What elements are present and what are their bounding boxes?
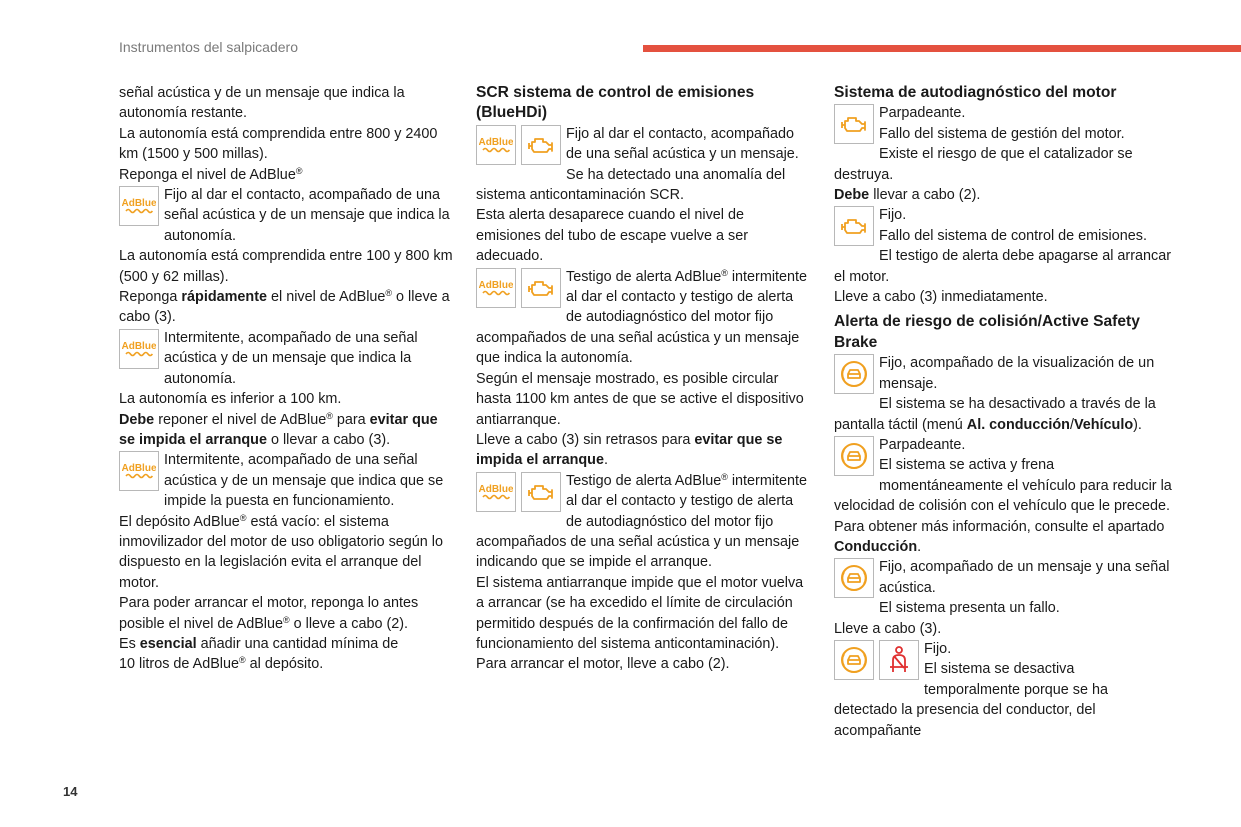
paragraph: Lleve a cabo (3).: [834, 620, 942, 637]
adblue-icon: [476, 268, 516, 308]
paragraph: La autonomía es inferior a 100 km.: [119, 391, 342, 408]
engine-warning-icon: [834, 206, 874, 246]
paragraph: Debe llevar a cabo (2).: [834, 187, 981, 204]
section-heading: SCR sistema de control de emisiones (BlueHDi): [476, 84, 755, 122]
engine-warning-icon: [521, 125, 561, 165]
svg-text:AdBlue: AdBlue: [122, 340, 156, 352]
indicator-description: Fijo, acompañado de un mensaje y una señal acústica.: [879, 559, 1170, 596]
adblue-icon: [119, 329, 159, 369]
indicator-description: Intermitente, acompañado de una señal acústica y de un mensaje que indica la autonomía.: [164, 329, 418, 387]
paragraph: Para arrancar el motor, lleve a cabo (2).: [476, 656, 730, 673]
paragraph: Existe el riesgo de que el catalizador se destruya.: [834, 146, 1133, 183]
adblue-icon: [476, 125, 516, 165]
indicator-description: Testigo de alerta AdBlue® intermitente al dar el contacto y testigo de alerta de autodiagnóstico del motor fijo acompañados de una señal acústica y un mensaje indicando que se impide el arranque.: [476, 471, 808, 571]
paragraph: El depósito AdBlue® está vacío: el sistema inmovilizador del motor de uso obligatorio según lo dispuesto en la legislación evita el arranque del motor.: [119, 512, 443, 591]
engine-warning-icon: [834, 104, 874, 144]
paragraph: Reponga rápidamente el nivel de AdBlue® o lleve a cabo (3).: [119, 288, 450, 326]
paragraph: Reponga el nivel de AdBlue®: [119, 165, 303, 183]
indicator-description: Fijo, acompañado de la visualización de un mensaje.: [879, 355, 1155, 392]
adblue-icon: [476, 472, 516, 512]
paragraph: Se ha detectado una anomalía del sistema anticontaminación SCR.: [476, 166, 786, 204]
paragraph: El sistema se ha desactivado a través de la pantalla táctil (menú Al. conducción/Vehículo).: [834, 396, 1156, 433]
section-heading: Alerta de riesgo de colisión/Active Safety Brake: [834, 313, 1140, 351]
paragraph: Lleve a cabo (3) sin retrasos para evitar que se impida el arranque.: [476, 431, 783, 469]
paragraph: Según el mensaje mostrado, es posible circular hasta 1100 km antes de que se active el dispositivo antiarranque.: [476, 370, 804, 428]
svg-text:AdBlue: AdBlue: [479, 279, 513, 291]
paragraph: Esta alerta desaparece cuando el nivel de emisiones del tubo de escape vuelve a ser adecuado.: [476, 207, 748, 265]
header-title: Instrumentos del salpicadero: [119, 39, 298, 55]
indicator-description: Testigo de alerta AdBlue® intermitente al dar el contacto y testigo de alerta de autodiagnóstico del motor fijo acompañados de una señal acústica y un mensaje que indica la autonomía.: [476, 267, 808, 367]
adblue-icon: [119, 186, 159, 226]
paragraph: El sistema antiarranque impide que el motor vuelva a arrancar (se ha excedido el límite de circulación permitido después de la confirmación del fallo de funcionamiento del sistema anticontaminación).: [476, 574, 804, 652]
paragraph: Para obtener más información, consulte el apartado Conducción.: [834, 518, 1165, 555]
collision-alert-icon: [834, 640, 874, 680]
column-3: [834, 83, 1174, 741]
column-1: [119, 83, 454, 675]
indicator-description: Intermitente, acompañado de una señal acústica y de un mensaje que indica que se impide la puesta en funcionamiento.: [164, 452, 444, 510]
paragraph: Debe reponer el nivel de AdBlue® para evitar que se impida el arranque o llevar a cabo (3).: [119, 410, 438, 448]
section-heading: Sistema de autodiagnóstico del motor: [834, 84, 1117, 101]
adblue-icon: [119, 451, 159, 491]
svg-text:AdBlue: AdBlue: [122, 463, 156, 475]
seatbelt-warning-icon: [879, 640, 919, 680]
paragraph: Es esencial añadir una cantidad mínima de 10 litros de AdBlue® al depósito.: [119, 635, 399, 673]
paragraph: señal acústica y de un mensaje que indica la autonomía restante.: [119, 85, 405, 122]
engine-warning-icon: [521, 472, 561, 512]
paragraph: El sistema presenta un fallo.: [879, 600, 1060, 617]
indicator-description: Fijo al dar el contacto, acompañado de una señal acústica y de un mensaje que indica la autonomía.: [164, 187, 450, 244]
svg-text:AdBlue: AdBlue: [122, 198, 156, 210]
indicator-description: Parpadeante. Fallo del sistema de gestión del motor.: [879, 105, 1125, 142]
indicator-description: Fijo. El sistema se desactiva temporalmente porque se ha detectado la presencia del conductor, del acompañante: [834, 640, 1108, 739]
svg-text:AdBlue: AdBlue: [479, 483, 513, 495]
paragraph: El testigo de alerta debe apagarse al arrancar el motor.: [834, 248, 1171, 285]
indicator-description: Fijo. Fallo del sistema de control de emisiones.: [879, 207, 1147, 244]
paragraph: La autonomía está comprendida entre 100 y 800 km (500 y 62 millas).: [119, 248, 453, 285]
paragraph: Para poder arrancar el motor, reponga lo antes posible el nivel de AdBlue® o lleve a cabo (2).: [119, 595, 419, 632]
engine-warning-icon: [521, 268, 561, 308]
page-number: 14: [63, 784, 78, 799]
collision-alert-icon: [834, 354, 874, 394]
svg-text:AdBlue: AdBlue: [479, 136, 513, 148]
collision-alert-icon: [834, 558, 874, 598]
paragraph: Lleve a cabo (3) inmediatamente.: [834, 289, 1048, 306]
header-accent-bar: [643, 45, 1241, 52]
paragraph: La autonomía está comprendida entre 800 y 2400 km (1500 y 500 millas).: [119, 125, 438, 163]
column-2: [476, 83, 811, 675]
indicator-description: Fijo al dar el contacto, acompañado de una señal acústica y un mensaje.: [566, 125, 799, 163]
indicator-description: Parpadeante. El sistema se activa y frena momentáneamente el vehículo para reducir la velocidad de colisión con el vehículo que le precede.: [834, 436, 1172, 515]
collision-alert-icon: [834, 436, 874, 476]
